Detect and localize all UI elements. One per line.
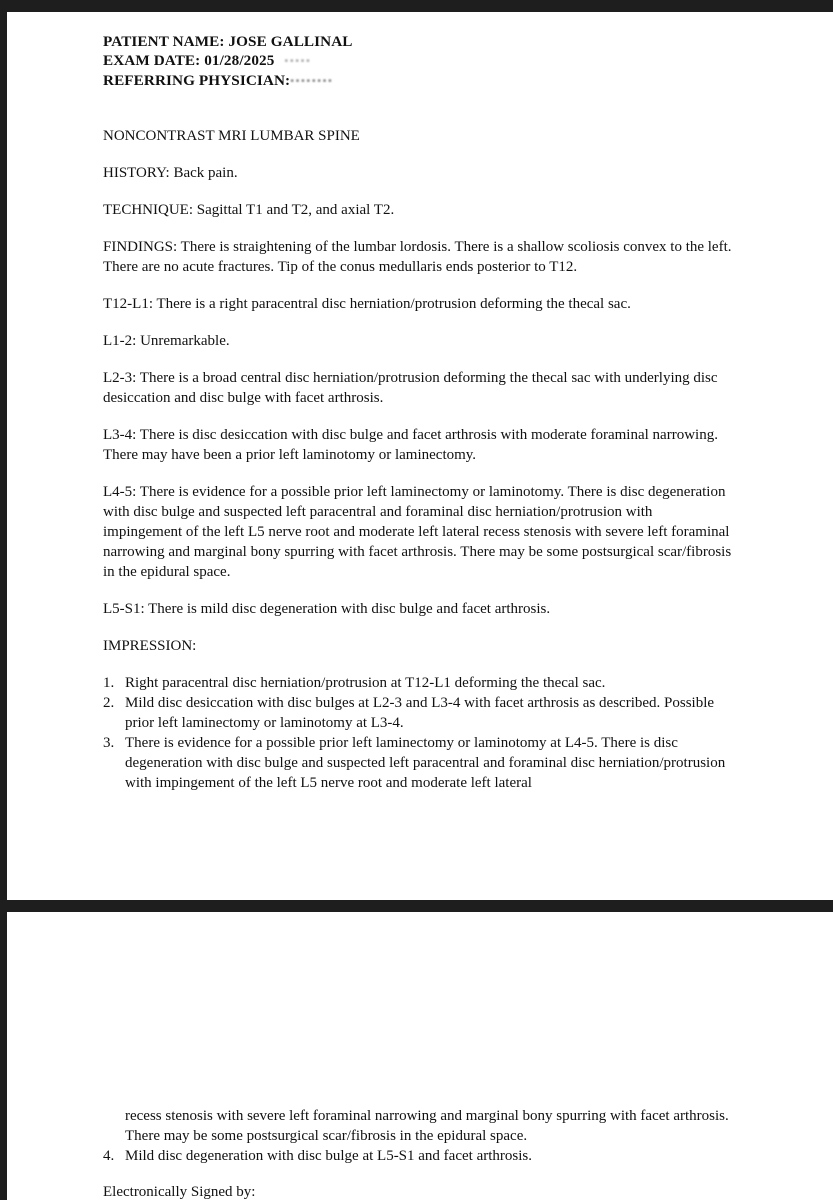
impression-text: Mild disc desiccation with disc bulges at L2-3 and L3-4 with facet arthrosis as described. Possible prior left laminectomy or laminotomy at L3-4.: [125, 695, 715, 731]
impression-continuation: recess stenosis with severe left foraminal narrowing and marginal bony spurring with facet arthrosis. There may be some postsurgical scar/fibrosis in the epidural space.: [125, 1108, 729, 1144]
findings: FINDINGS: There is straightening of the lumbar lordosis. There is a shallow scoliosis convex to the left. There are no acute fractures. Tip of the conus medullaris ends posterior to T12.: [103, 239, 732, 275]
exam-date: EXAM DATE: 01/28/2025: [103, 52, 275, 69]
exam-title: NONCONTRAST MRI LUMBAR SPINE: [103, 128, 360, 144]
technique: TECHNIQUE: Sagittal T1 and T2, and axial T2.: [103, 202, 395, 218]
report-page-2: [7, 912, 833, 1200]
level-l2-3: L2-3: There is a broad central disc herniation/protrusion deforming the thecal sac with underlying disc desiccation and disc bulge with facet arthrosis.: [103, 370, 718, 406]
impression-item: [103, 733, 733, 793]
report-body-continued: [103, 1106, 733, 1200]
impression-number: 1.: [103, 675, 115, 691]
redacted-mark: ▪▪▪▪▪▪▪▪: [290, 75, 334, 88]
redacted-mark: ▪▪▪▪▪: [284, 55, 312, 68]
level-t12-l1: T12-L1: There is a right paracentral disc herniation/protrusion deforming the thecal sac.: [103, 296, 631, 312]
report-header: [103, 32, 353, 91]
exam-date-line: [103, 51, 353, 71]
patient-name: PATIENT NAME: JOSE GALLINAL: [103, 33, 353, 50]
level-l1-2: L1-2: Unremarkable.: [103, 333, 230, 349]
level-l5-s1: L5-S1: There is mild disc degeneration with disc bulge and facet arthrosis.: [103, 601, 551, 617]
report-page-1: [7, 12, 833, 900]
history: HISTORY: Back pain.: [103, 165, 238, 181]
impression-item: [103, 693, 733, 733]
impression-item: [103, 673, 733, 693]
level-l3-4: L3-4: There is disc desiccation with disc bulge and facet arthrosis with moderate foraminal narrowing. There may have been a prior left laminotomy or laminectomy.: [103, 427, 718, 463]
report-body: [103, 126, 733, 793]
impression-item: [103, 1146, 733, 1166]
impression-number: 3.: [103, 735, 115, 751]
impression-number: 2.: [103, 695, 115, 711]
patient-name-line: [103, 32, 353, 51]
impression-text: There is evidence for a possible prior left laminectomy or laminotomy at L4-5. There is disc degeneration with disc bulge and suspected left paracentral and foraminal disc herniation/protrusion with impingement of the left L5 nerve root and moderate left lateral: [125, 735, 726, 791]
electronic-signature: Electronically Signed by:: [103, 1184, 256, 1200]
impression-heading: IMPRESSION:: [103, 638, 197, 654]
level-l4-5: L4-5: There is evidence for a possible prior left laminectomy or laminotomy. There is disc degeneration with disc bulge and suspected left paracentral and foraminal disc herniation/protrusion with impingement of the left L5 nerve root and moderate left lateral recess stenosis with severe left foraminal narrowing and marginal bony spurring with facet arthrosis. There may be some postsurgical scar/fibrosis in the epidural space.: [103, 484, 732, 580]
impression-number: 4.: [103, 1148, 115, 1164]
referring-physician: REFERRING PHYSICIAN:: [103, 72, 291, 90]
impression-list: [103, 673, 733, 793]
impression-text: Mild disc degeneration with disc bulge at L5-S1 and facet arthrosis.: [125, 1148, 532, 1164]
impression-text: Right paracentral disc herniation/protrusion at T12-L1 deforming the thecal sac.: [125, 675, 606, 691]
referring-physician-line: [103, 71, 353, 91]
